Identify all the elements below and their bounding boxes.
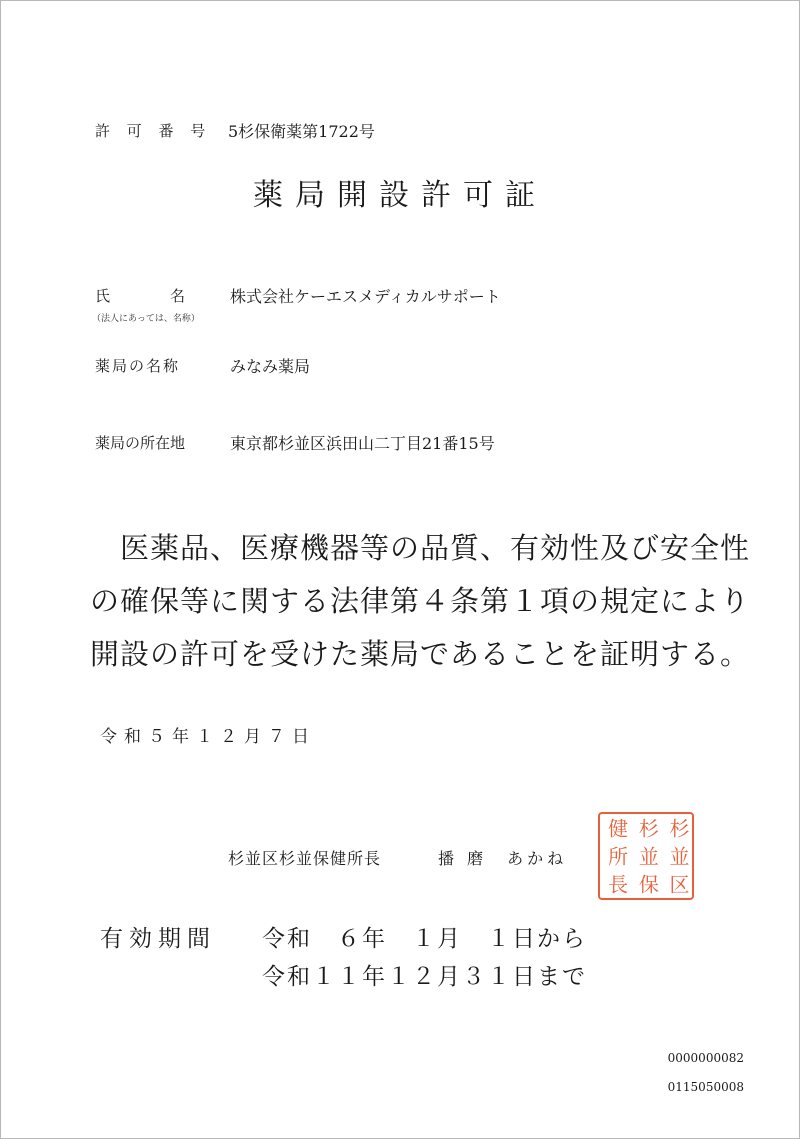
- body-line-2: の確保等に関する法律第４条第１項の規定により: [90, 584, 751, 618]
- validity-from: 令和 ６年 １月 １日から: [262, 926, 587, 952]
- validity-to: 令和１１年１２月３１日まで: [262, 964, 587, 990]
- serial-number-2: 0115050008: [667, 1080, 744, 1094]
- pharmacy-name-value: みなみ薬局: [230, 357, 311, 376]
- document-title: 薬局開設許可証: [253, 178, 547, 213]
- name-label: 氏 名: [95, 287, 186, 305]
- seal-glyph: 健: [604, 818, 629, 838]
- name-value: 株式会社ケーエスメディカルサポート: [230, 287, 501, 306]
- seal-glyph: 並: [666, 846, 690, 866]
- issue-date: 令和５年１２月７日: [100, 727, 316, 747]
- official-seal: [598, 812, 694, 900]
- seal-glyph: 保: [635, 874, 660, 894]
- name-note: （法人にあっては、名称）: [92, 314, 200, 324]
- seal-glyph: 区: [666, 874, 690, 894]
- seal-glyph: 長: [604, 874, 629, 894]
- seal-glyph: 杉: [635, 818, 660, 838]
- issuer-name: 播 磨 あかね: [438, 849, 568, 868]
- issuer-title: 杉並区杉並保健所長: [228, 849, 382, 868]
- seal-glyph: 所: [604, 846, 629, 866]
- permit-number-value: 5杉保衛薬第1722号: [228, 122, 375, 141]
- pharmacy-address-value: 東京都杉並区浜田山二丁目21番15号: [230, 434, 495, 453]
- seal-glyph: 並: [635, 846, 660, 866]
- seal-glyph: 杉: [666, 818, 690, 838]
- body-line-3: 開設の許可を受けた薬局であることを証明する。: [90, 637, 751, 671]
- permit-number-label: 許 可 番 号: [95, 122, 212, 140]
- pharmacy-name-label: 薬局の名称: [95, 357, 181, 375]
- serial-number-1: 0000000082: [667, 1051, 744, 1065]
- pharmacy-address-label: 薬局の所在地: [95, 434, 186, 452]
- validity-label: 有効期間: [100, 926, 216, 952]
- body-line-1: 医薬品、医療機器等の品質、有効性及び安全性: [90, 531, 751, 565]
